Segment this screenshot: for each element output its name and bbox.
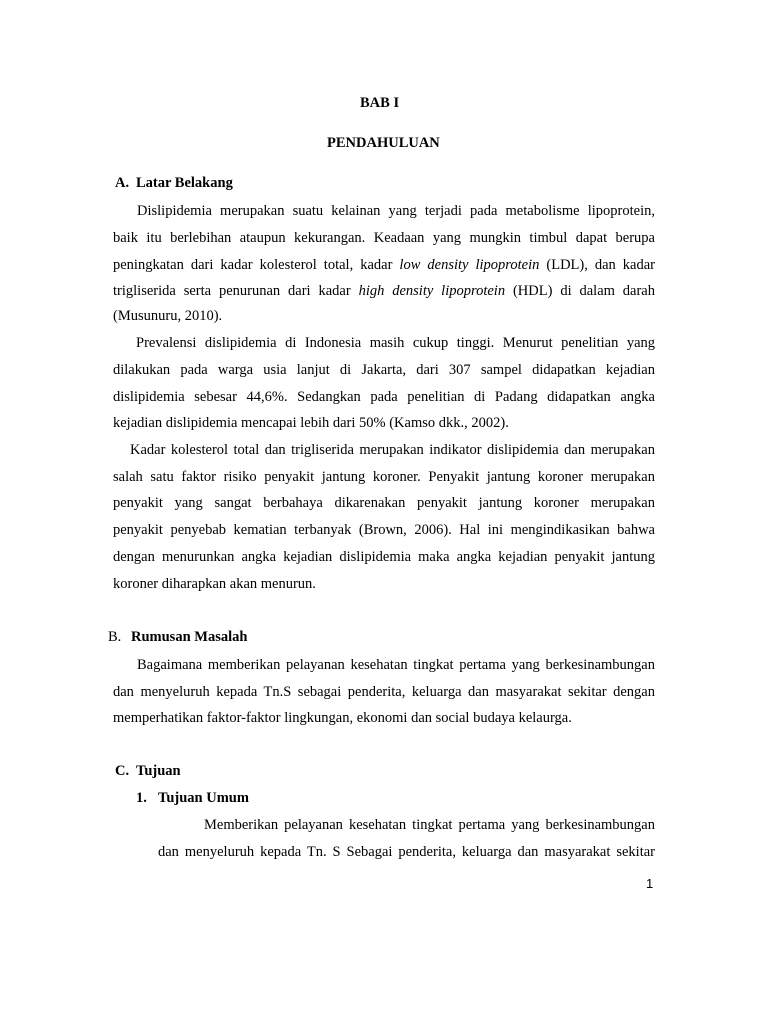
section-b-marker: B.: [108, 629, 122, 645]
paragraph-line: Memberikan pelayanan kesehatan tingkat pertama yang berkesinambungan: [204, 817, 655, 833]
subsection-1-marker: 1.: [136, 790, 147, 806]
paragraph-line: dilakukan pada warga usia lanjut di Jakarta, dari 307 sampel didapatkan kejadian: [113, 362, 655, 378]
paragraph-line: dan menyeluruh kepada Tn.S sebagai penderita, keluarga dan masyarakat sekitar dengan: [113, 684, 655, 700]
section-a-marker: A.: [115, 175, 130, 191]
paragraph-line: peningkatan dari kadar kolesterol total, kadar low density lipoprotein (LDL), dan kadar: [113, 257, 655, 273]
paragraph-line: penyakit yang sangat berbahaya dikarenakan penyakit jantung koroner merupakan: [113, 495, 655, 511]
paragraph-line: trigliserida serta penurunan dari kadar high density lipoprotein (HDL) di dalam darah: [113, 283, 655, 299]
page-number: 1: [646, 876, 654, 891]
paragraph-line: baik itu berlebihan ataupun kekurangan. Keadaan yang mungkin timbul dapat berupa: [113, 230, 655, 246]
chapter-label: BAB I: [360, 95, 400, 111]
paragraph-line: Kadar kolesterol total dan trigliserida merupakan indikator dislipidemia dan merupakan: [130, 442, 655, 458]
section-c-title: Tujuan: [136, 763, 181, 779]
paragraph-line: penyakit penyebab kematian terbanyak (Brown, 2006). Hal ini mengindikasikan bahwa: [113, 522, 655, 538]
paragraph-line: Bagaimana memberikan pelayanan kesehatan tingkat pertama yang berkesinambungan: [137, 657, 655, 673]
paragraph-line: Prevalensi dislipidemia di Indonesia masih cukup tinggi. Menurut penelitian yang: [136, 335, 655, 351]
paragraph-line: dan menyeluruh kepada Tn. S Sebagai penderita, keluarga dan masyarakat sekitar: [158, 844, 655, 860]
paragraph-line: (Musunuru, 2010).: [113, 308, 223, 324]
paragraph-line: koroner diharapkan akan menurun.: [113, 576, 316, 592]
paragraph-line: kejadian dislipidemia mencapai lebih dari 50% (Kamso dkk., 2002).: [113, 415, 509, 431]
paragraph-line: salah satu faktor risiko penyakit jantung koroner. Penyakit jantung koroner merupakan: [113, 469, 655, 485]
section-c-marker: C.: [115, 763, 130, 779]
paragraph-line: dengan menurunkan angka kejadian dislipidemia maka angka kejadian penyakit jantung: [113, 549, 655, 565]
paragraph-line: memperhatikan faktor-faktor lingkungan, ekonomi dan social budaya kelaurga.: [113, 710, 572, 726]
paragraph-line: dislipidemia sebesar 44,6%. Sedangkan pada penelitian di Padang didapatkan angka: [113, 389, 655, 405]
paragraph-line: Dislipidemia merupakan suatu kelainan yang terjadi pada metabolisme lipoprotein,: [137, 203, 655, 219]
chapter-title: PENDAHULUAN: [327, 135, 440, 151]
section-a-title: Latar Belakang: [136, 175, 233, 191]
subsection-1-title: Tujuan Umum: [158, 790, 249, 806]
section-b-title: Rumusan Masalah: [131, 629, 248, 645]
